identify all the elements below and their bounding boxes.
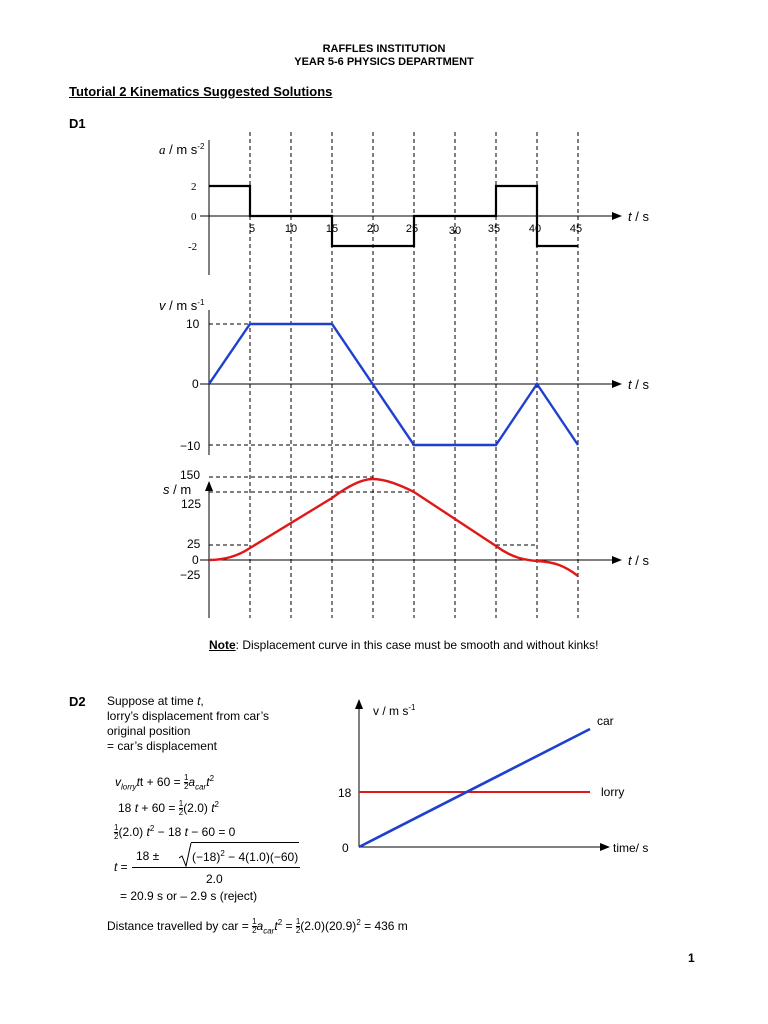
vel-ylabel: v / m $s^{-1}$ bbox=[159, 298, 205, 313]
acc-xtick: 10 bbox=[284, 223, 298, 235]
d2-ytick-18: 18 bbox=[338, 786, 352, 800]
d2-explanation: Suppose at time t, lorry’s displacement from car’s original position = car’s displacement bbox=[107, 694, 270, 753]
vel-ytick-neg10: −10 bbox=[180, 439, 201, 453]
disp-ytick-neg25: −25 bbox=[180, 568, 201, 582]
d2-y-arrow bbox=[355, 699, 363, 709]
d1-note bbox=[209, 638, 599, 652]
d2-equation-3: $\frac{1}{2}$ (2.0) $t^2 - 18$ t − 60 = 0 bbox=[114, 823, 236, 842]
acc-xlabel: t / s bbox=[628, 209, 649, 224]
d1-label: D1 bbox=[69, 116, 86, 131]
d2-equation-5: = 20.9 s or – 2.9 s (reject) bbox=[120, 889, 258, 903]
d2-equation-6: Distance travelled by car = $\frac{1}{2}$ $a_{car}t^2$ = $\frac{1}{2}$ $(2.0)(20.9)^2 = 436$ m bbox=[107, 917, 408, 936]
header-department: YEAR 5-6 PHYSICS DEPARTMENT bbox=[294, 56, 474, 68]
d2-ytick-0: 0 bbox=[342, 841, 349, 855]
d2-eq4-denominator: 2.0 bbox=[206, 872, 223, 886]
disp-ylabel: s / m bbox=[163, 482, 192, 497]
velocity-graph bbox=[159, 298, 649, 455]
acc-xtick: 25 bbox=[405, 223, 419, 235]
acc-xtick: 15 bbox=[325, 223, 339, 235]
note-text: : Displacement curve in this case must be smooth and without kinks! bbox=[235, 638, 599, 652]
d1-graphs bbox=[0, 130, 768, 630]
vel-xlabel: t / s bbox=[628, 377, 649, 392]
disp-ytick-150: 150 bbox=[180, 468, 201, 482]
acc-xtick: 20 bbox=[366, 223, 380, 235]
fraction-bar bbox=[132, 867, 300, 868]
acc-xtick: 5 bbox=[248, 223, 256, 235]
d2-xlabel: time/ s bbox=[613, 841, 649, 855]
acceleration-graph bbox=[159, 140, 649, 275]
disp-ytick-0: 0 bbox=[192, 553, 199, 567]
car-line bbox=[359, 729, 590, 847]
acc-ytick-2: 2 bbox=[191, 181, 197, 193]
d2-velocity-time-graph bbox=[320, 695, 680, 865]
disp-xlabel: t / s bbox=[628, 553, 649, 568]
disp-curve bbox=[209, 479, 578, 576]
vel-x-arrow bbox=[612, 380, 622, 388]
d1-dashed-gridlines bbox=[250, 132, 578, 618]
disp-ytick-25: 25 bbox=[187, 537, 201, 551]
acc-xtick: 40 bbox=[528, 223, 542, 235]
lorry-label: lorry bbox=[601, 785, 625, 799]
header-institution: RAFFLES INSTITUTION bbox=[322, 43, 446, 55]
vel-ytick-0: 0 bbox=[192, 377, 199, 391]
disp-y-arrow bbox=[205, 481, 213, 491]
page-title: Tutorial 2 Kinematics Suggested Solutions bbox=[69, 84, 333, 99]
disp-ytick-125: 125 bbox=[181, 497, 202, 511]
d2-equation-1: $v_{lorry}tt + 60$ = $\frac{1}{2}$ $a_{car}t^2$ bbox=[115, 773, 215, 792]
d2-eq4-lhs: t = bbox=[114, 860, 128, 874]
acc-xtick: 45 bbox=[569, 223, 583, 235]
disp-x-arrow bbox=[612, 556, 622, 564]
d2-ylabel: v / m $s^{-1}$ bbox=[373, 703, 416, 718]
acc-xticks bbox=[249, 223, 582, 237]
acc-x-arrow bbox=[612, 212, 622, 220]
acc-xtick: 30 bbox=[448, 225, 462, 237]
d2-eq4-numerator: 18 ± bbox=[136, 849, 160, 863]
d2-equation-2: 18 t + 60 = $\frac{1}{2}$ (2.0) $t^2$ bbox=[118, 799, 219, 818]
acc-xtick: 35 bbox=[487, 223, 501, 235]
sqrt-sign bbox=[178, 842, 192, 868]
note-label: Note bbox=[209, 638, 236, 652]
displacement-graph bbox=[163, 468, 649, 618]
acc-ylabel: a / m $s^{-2}$ bbox=[159, 142, 205, 157]
page-number: 1 bbox=[688, 951, 695, 965]
d2-label: D2 bbox=[69, 694, 86, 709]
d2-eq4-radicand: $(-18)^2 - 4(1.0)(-60)$ bbox=[192, 849, 299, 864]
vel-ytick-10: 10 bbox=[186, 317, 200, 331]
acc-ytick-neg2: -2 bbox=[188, 241, 198, 253]
sqrt-bar bbox=[191, 842, 299, 843]
car-label: car bbox=[597, 714, 614, 728]
acc-ytick-0: 0 bbox=[191, 211, 197, 223]
d2-x-arrow bbox=[600, 843, 610, 851]
